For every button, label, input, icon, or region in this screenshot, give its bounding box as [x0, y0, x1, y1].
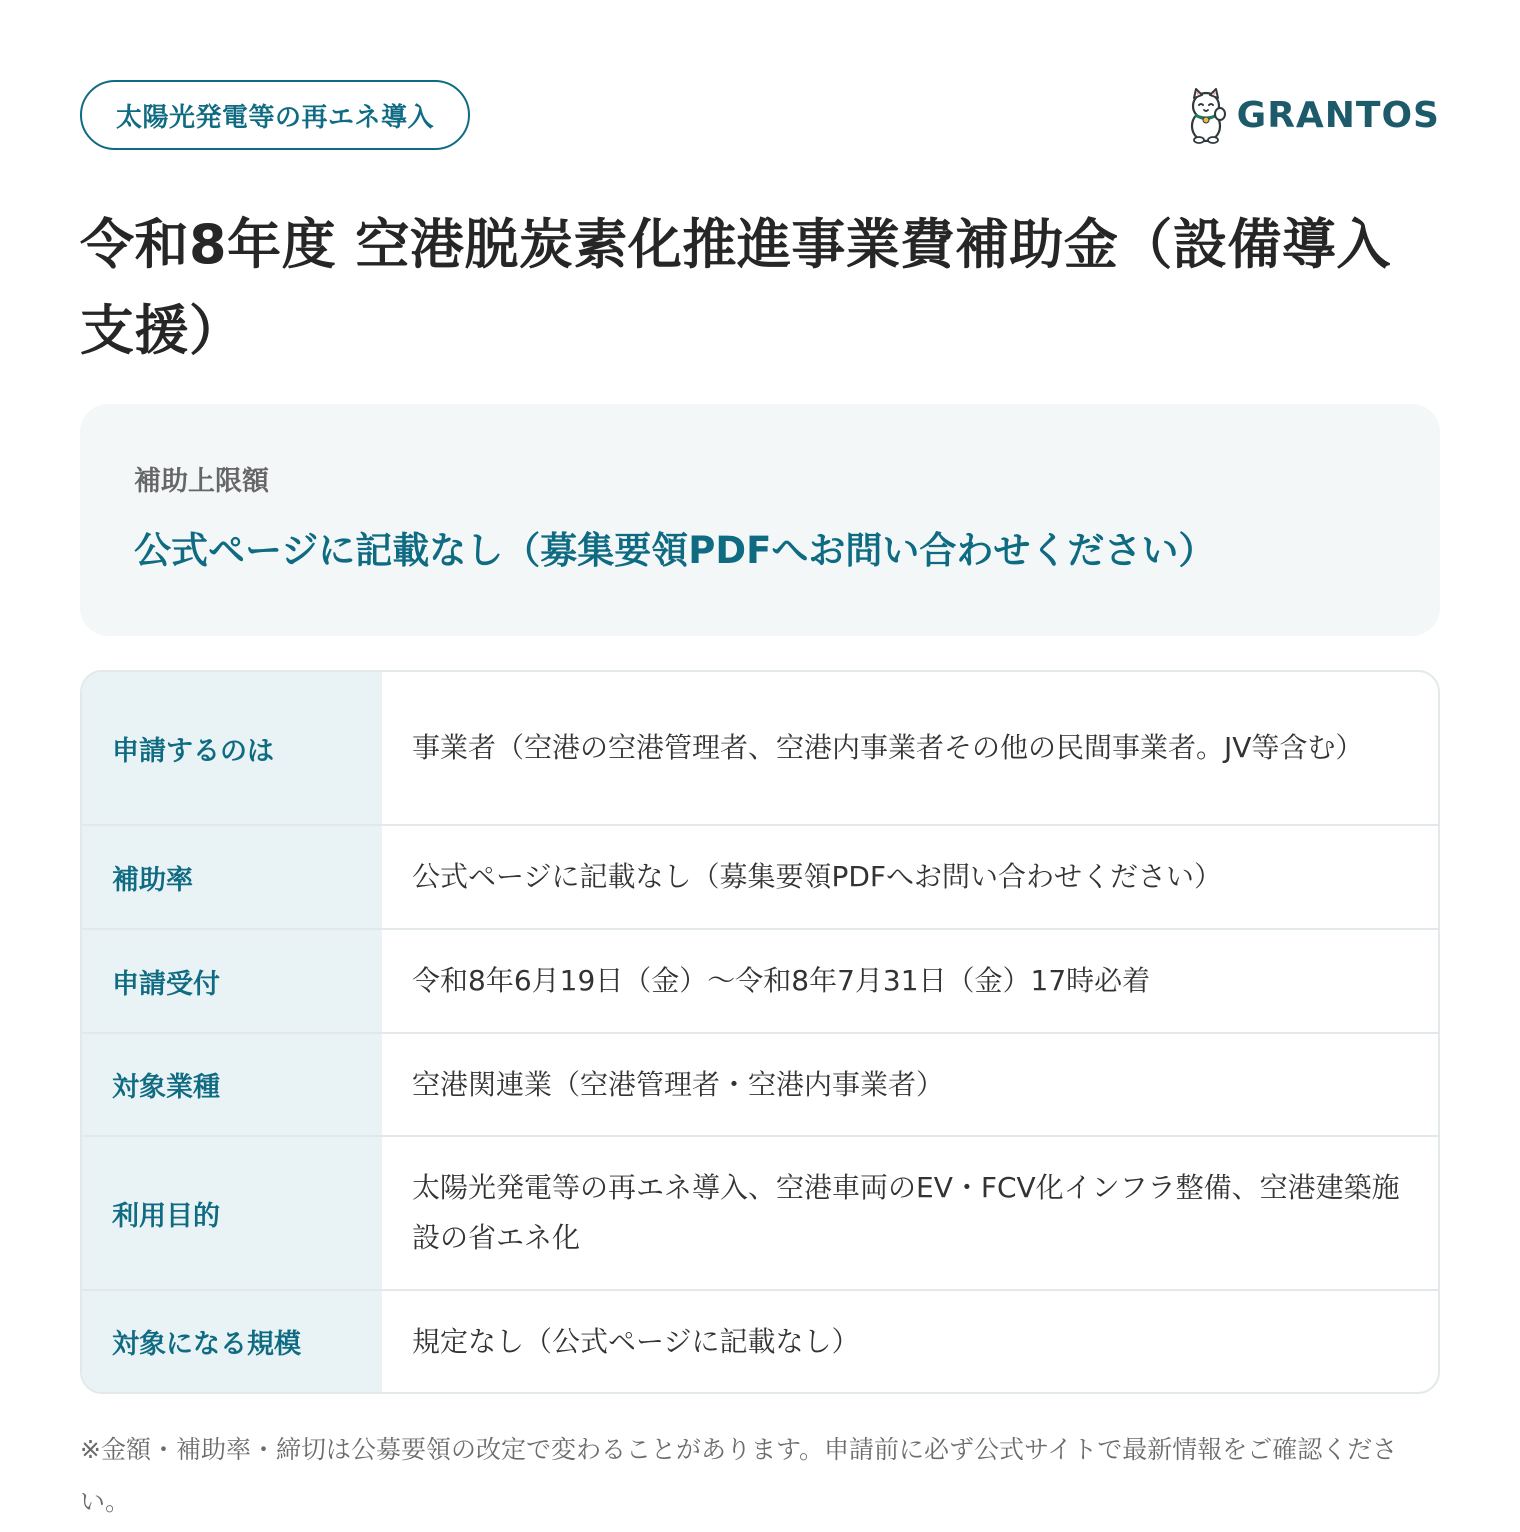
- table-row: [82, 824, 1438, 928]
- amount-card: [80, 404, 1440, 636]
- row-value: 公式ページに記載なし（募集要領PDFへお問い合わせください）: [412, 860, 1222, 893]
- category-tag: 太陽光発電等の再エネ導入: [80, 80, 470, 150]
- page-title: 令和8年度 空港脱炭素化推進事業費補助金（設備導入支援）: [80, 213, 1391, 362]
- beckoning-cat-icon: [1183, 86, 1229, 144]
- row-value: 太陽光発電等の再エネ導入、空港車両のEV・FCV化インフラ整備、空港建築施設の省エネ化: [412, 1171, 1400, 1254]
- row-value: 事業者（空港の空港管理者、空港内事業者その他の民間事業者。JV等含む）: [412, 731, 1364, 764]
- row-key: 申請するのは: [82, 672, 382, 824]
- row-key: 対象業種: [82, 1034, 382, 1135]
- brand-name: GRANTOS: [1236, 94, 1440, 136]
- row-key: 利用目的: [82, 1137, 382, 1289]
- row-value: 規定なし（公式ページに記載なし）: [412, 1324, 860, 1358]
- amount-label: 補助上限額: [134, 466, 269, 497]
- table-row: [82, 928, 1438, 1032]
- footnote: ※金額・補助率・締切は公募要領の改定で変わることがあります。申請前に必ず公式サイトで最新情報をご確認ください。: [80, 1435, 1398, 1516]
- header: [80, 80, 1440, 150]
- brand: [1183, 86, 1440, 144]
- row-value: 空港関連業（空港管理者・空港内事業者）: [412, 1067, 945, 1101]
- row-key: 対象になる規模: [82, 1291, 382, 1392]
- table-row: [82, 1289, 1438, 1392]
- row-key: 補助率: [82, 826, 382, 928]
- table-row: [82, 672, 1438, 824]
- row-key: 申請受付: [82, 930, 382, 1032]
- row-value: 令和8年6月19日（金）〜令和8年7月31日（金）17時必着: [412, 964, 1151, 997]
- amount-value: 公式ページに記載なし（募集要領PDFへお問い合わせください）: [134, 529, 1216, 572]
- table-row: [82, 1135, 1438, 1289]
- info-table: [80, 670, 1440, 1394]
- table-row: [82, 1032, 1438, 1135]
